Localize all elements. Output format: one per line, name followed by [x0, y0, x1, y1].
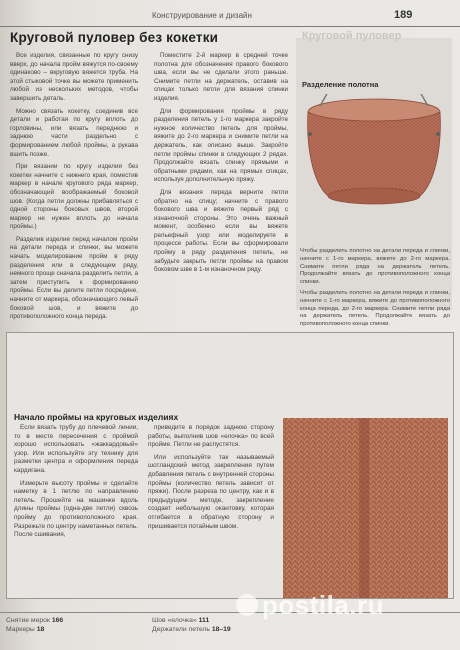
paragraph: Поместите 2-й маркер в средней точке полотна для обозначения правого бокового шва, если вы не сделали этого раньше. Снимите петли на держатель, оставив на спицах только петли для вязания спинки изделия.	[154, 52, 288, 102]
footer-ref-page: 166	[51, 617, 64, 624]
paragraph: Для формирования проймы в ряду разделения петель у 1-го маркера закройте нужное количество петель для проймы, вяжите до 2-го маркера и снимите петли на держатель, как описано выше. Закройте петли проймы спинки в следующих 2 рядах. Продолжайте вязать спинку прямыми и обратными рядами, как на прямых спицах, используя дополнительную пряжу.	[154, 107, 288, 184]
paragraph: Для вязания переда верните петли обратно на спицу; начните с правого бокового шва и вяжите первый ряд с изнаночной стороны. Это очень важный момент, особенно если вы вяжете рельефный узор или моделируете в процессе работы. Если вы сформировали пройму в ряду разделения петель, не забудьте закрыть петли проймы на правом боковом шве в 1-м изнаночном ряду.	[154, 188, 288, 274]
main-column-2	[154, 52, 288, 327]
footer-rule	[0, 612, 460, 613]
paragraph: приведите в порядок заднюю сторону работы, выполнив шов «елочка» по всей пройме. Петли не распустятся.	[148, 424, 274, 449]
paragraph: Можно связать кокетку, соединив все детали и работая по кругу вплоть до горловины, или вязать переднюю и заднюю части раздельно с формированием любой проймы, а рукава вшить позже.	[10, 107, 138, 158]
caption-paragraph: Чтобы разделить полотно на детали переда и спинки, начните с 1-го маркера, вяжите до 2-го маркера. Снимите петли ряда на держатель петель. Продолжайте вязать до противоположного конца спинки.	[300, 248, 450, 286]
footer-ref-page: 18	[36, 626, 45, 633]
footer-ref-page: 18–19	[211, 626, 231, 633]
sidebar-title: Разделение полотна	[302, 80, 379, 89]
main-column-1	[10, 52, 138, 327]
footer-references-mid	[152, 616, 231, 634]
footer-ref-page: 111	[198, 617, 210, 624]
caption-paragraph: Чтобы разделить полотно на детали переда и спинки, начните с 1-го маркера, вяжите до противоположного конца переда, до 2-го маркера. Снимите петли ряда на держатель петель. Продолжайте вязать до противоположного конца спинки.	[300, 289, 450, 328]
watermark-logo-icon	[236, 594, 258, 616]
paragraph: Если вязать трубу до плечевой линии, то в месте пересечения с проймой хорошо использовать «жаккардовый» узор. Или используйте эту технику для разметки центра и оформления переда кардигана.	[14, 424, 138, 474]
footer-ref-label: Снятие мерок	[6, 617, 50, 624]
info-box-column-1	[14, 424, 138, 589]
watermark: postila.ru	[262, 590, 385, 620]
paragraph: Все изделия, связанные по кругу снизу вверх, до начала пройм вяжутся по-своему одинаково – вкруговую вяжется труба. На этой стыковой точке вы можете применить любой из нескольких методов, чтобы завершить деталь.	[10, 52, 138, 102]
running-header	[0, 10, 460, 27]
info-box-column-2	[148, 424, 274, 589]
footer-ref-label: Шов «елочка»	[152, 617, 197, 624]
footer-references-left	[6, 616, 63, 634]
paragraph: Измерьте высоту проймы и сделайте наметку в 1 петлю по направлению петель. Прошейте на машинке вдоль длины проймы (одна-две петли) сквозь пройму до противоположного края. Разрежьте по центру наметанных петель. После сшивания,	[14, 479, 138, 539]
footer-ref-label: Держатели петель	[152, 626, 210, 633]
knitted-tube-illustration	[298, 94, 450, 206]
section-name: Конструирование и дизайн	[152, 11, 252, 20]
knit-swatch-photo	[283, 418, 448, 598]
sidebar-ghost-heading: Круговой пуловер	[302, 30, 402, 42]
info-box-title: Начало проймы на круговых изделиях	[14, 412, 179, 422]
sidebar-caption	[300, 248, 450, 332]
page-title: Круговой пуловер без кокетки	[10, 30, 219, 45]
paragraph: Или используйте так называемый шотландский метод закрепления путем добавления петель с внутренней стороны проймы (количество петель зависит от пряжи). После разреза по центру, как и в предыдущем методе, закрепление создает небольшую окантовку, которая отгибается в обратную сторону и пришивается потайным швом.	[148, 453, 274, 530]
page-number: 189	[394, 9, 413, 21]
footer-ref-label: Маркеры	[6, 626, 35, 633]
paragraph: При вязании по кругу изделия без кокетки начните с нижнего края, поместив маркер в начале кругового ряда маркер, обозначающий воображаемый боковой шов. (Когда петли должны прибавляться с одной стороны боковых швов, второй маркер не нужен вплоть до начала проймы.)	[10, 163, 138, 231]
paragraph: Разделив изделие перед началом пройм на детали переда и спинки, вы можете начать моделирование пройм в ряду разделения или в следующем ряду, немного проще сначала разделить петли, а затем приступить к формированию проймы. Если вы делите петли посредине, начните от маркера, обозначающего левый боковой шов, и вяжите до противоположного конца переда.	[10, 235, 138, 321]
